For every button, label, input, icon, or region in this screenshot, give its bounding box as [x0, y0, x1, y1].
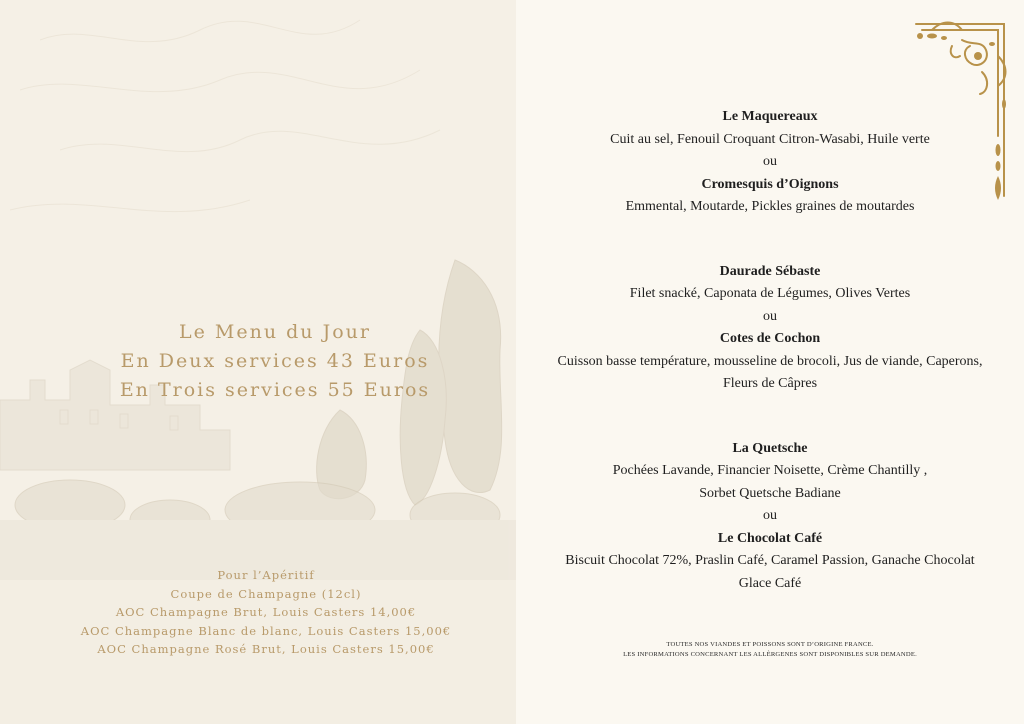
or-separator: ou — [763, 308, 777, 324]
right-panel — [516, 0, 1024, 724]
course-spacer — [516, 219, 1024, 261]
dessert-option-1-description: Sorbet Quetsche Badiane — [699, 485, 841, 501]
aperitif-item: AOC Champagne Blanc de blanc, Louis Casters 15,00€ — [80, 623, 452, 638]
dessert-option-2-title: Le Chocolat Café — [717, 530, 823, 546]
aperitif-item: AOC Champagne Brut, Louis Casters 14,00€ — [115, 605, 417, 619]
dessert-option-1-description: Pochées Lavande, Financier Noisette, Crème Chantilly , — [612, 463, 928, 478]
or-separator: ou — [763, 508, 777, 523]
main-option-1-description: Filet snacké, Caponata de Légumes, Olives Vertes — [629, 286, 911, 301]
course-spacer — [516, 396, 1024, 438]
starter-option-1-description: Cuit au sel, Fenouil Croquant Citron-Wasabi, Huile verte — [610, 131, 930, 147]
footnote-allergens: LES INFORMATIONS CONCERNANT LES ALLÈRGENES SONT DISPONIBLES SUR DEMANDE. — [623, 651, 917, 658]
main-option-2-description: Fleurs de Câpres — [722, 376, 818, 391]
main-option-2-title: Cotes de Cochon — [719, 331, 821, 346]
aperitif-item: AOC Champagne Rosé Brut, Louis Casters 15,00€ — [97, 642, 435, 656]
main-option-1-title: Daurade Sébaste — [719, 263, 821, 279]
starter-option-2-description: Emmental, Moutarde, Pickles graines de moutardes — [625, 199, 915, 214]
footnote-origin: TOUTES NOS VIANDES ET POISSONS SONT D’ORIGINE FRANCE. — [666, 641, 874, 648]
aperitif-list — [0, 566, 516, 659]
menu-courses — [516, 106, 1024, 595]
dessert-option-2-description: Glace Café — [738, 575, 802, 591]
aperitif-item: Coupe de Champagne (12cl) — [170, 586, 362, 601]
aperitif-heading: Pour l’Apéritif — [217, 568, 315, 582]
footnote — [516, 640, 1024, 660]
menu-du-jour-title — [0, 318, 516, 405]
starter-option-2-title: Cromesquis d’Oignons — [701, 176, 839, 192]
dessert-option-2-description: Biscuit Chocolat 72%, Praslin Café, Caramel Passion, Ganache Chocolat — [565, 553, 975, 568]
dessert-option-1-title: La Quetsche — [732, 440, 808, 456]
or-separator: ou — [763, 154, 777, 169]
title-line: Le Menu du Jour — [179, 321, 371, 343]
main-option-2-description: Cuisson basse température, mousseline de brocoli, Jus de viande, Caperons, — [557, 353, 983, 369]
title-line-two-courses: En Deux services 43 Euros — [120, 350, 430, 372]
title-line-three-courses: En Trois services 55 Euros — [119, 379, 431, 401]
starter-option-1-title: Le Maquereaux — [722, 109, 818, 124]
